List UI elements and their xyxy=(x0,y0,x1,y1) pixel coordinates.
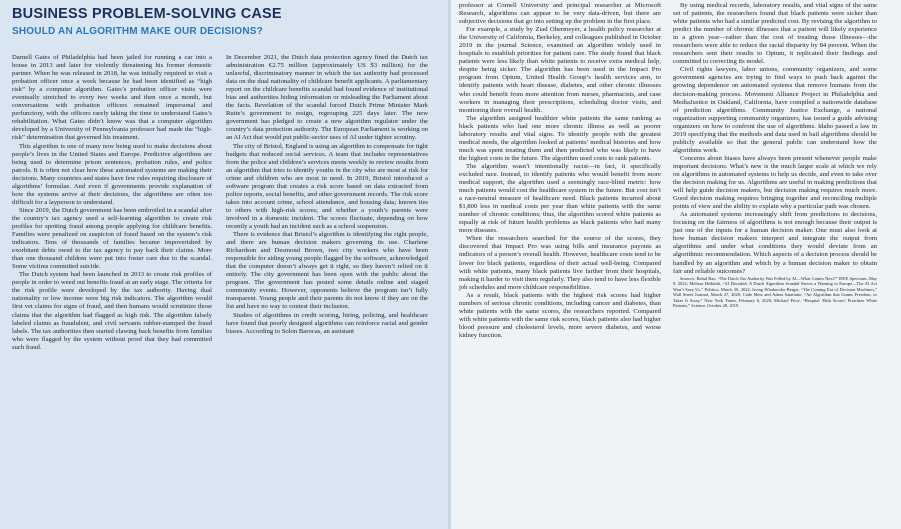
paragraph: professor at Cornell University and principal researcher at Microsoft Research, algorithms can appear to be very data-driven, but there are subjective decisions that go into setting up the problem in the first place. xyxy=(459,2,661,26)
paragraph: As automated systems increasingly shift from predictions to decisions, focusing on the fairness of algorithms is not enough because their output is just one of the inputs for a human decision maker. One must also look at how human decision makers interpret and integrate the output from algorithms and under what conditions they would deviate from an algorithmic recommendation. Which aspects of a decision process should be handled by an algorithm and which by a human decision maker to obtain fair and reliable outcomes? xyxy=(673,211,877,275)
paragraph: Civil rights lawyers, labor unions, community organizers, and some government agencies are trying to find ways to push back against the growing dependence on automated systems that remove humans from the decision-making process. Movement Alliance Project in Philadelphia and MediaJustice in Oakland, California, have compiled a nationwide database of prediction algorithms. Community Justice Exchange, a national organization supporting community organizers, has issued a guide advising organizers on how to confront the use of algorithms. Idaho passed a law in 2019 specifying that the methods and data used in bail algorithms should be publicly available so that the general public can understand how the algorithms work. xyxy=(673,66,877,154)
paragraph: In December 2021, the Dutch data protection agency fined the Dutch tax administration €2.75 million (approximately US $3 million) for the unlawful, discriminatory manner in which the tax authority had processed data on the dual nationality of childcare benefit applicants. A parliamentary report on the childcare benefits scandal had found evidence of institutional bias and authorities hiding information or misleading the Parliament about the facts. Revelation of the scandal forced Dutch Prime Minister Mark Rutte’s government to resign, regrouping 225 days later. The new government has pledged to create a new algorithm regulator under the country’s data protection authority. The European Parliament is working on an AI Act that would put public-sector uses of AI under tighter scrutiny. xyxy=(226,54,428,142)
sources-note xyxy=(673,276,877,309)
text-column-2 xyxy=(226,54,428,336)
paragraph: By using medical records, laboratory results, and vital signs of the same set of patients, the researchers found that black patients were sicker than white patients who had a similar predicted cost. By revising the algorithm to predict the number of chronic illnesses that a patient will likely experience in a given year—rather than the cost of treating those illnesses—the researchers were able to reduce the racial disparity by 84 percent. When the researchers sent their results to Optum, it replicated their findings and committed to correcting its model. xyxy=(673,2,877,66)
paragraph: Since 2019, the Dutch government has been embroiled in a scandal after the country’s tax agency used a self-learning algorithm to create risk profiles for spotting fraud among people applying for childcare benefits. Families were penalized on suspicion of fraud based on the system’s risk indicators. Tens of thousands of families became impoverished by exorbitant debts owed to the tax agency to pay back their claims. More than one thousand children were put into foster care due to the scandal. Some victims committed suicide. xyxy=(12,206,212,271)
paragraph: For example, a study by Ziad Obermeyer, a health policy researcher at the University of California, Berkeley, and colleagues published in October 2019 in the journal Science, examined an algorithm widely used in hospitals to establish priorities for patient care. The study found that black patients were less likely than white patients to receive extra medical help, despite being sicker. The algorithm has been used in the Impact Pro program from Optum, United Health Group’s health services arm, to identify patients with heart disease, diabetes, and other chronic illnesses who could benefit from more attention from nurses, pharmacists, and case workers in managing their prescriptions, scheduling doctor visits, and monitoring their overall health. xyxy=(459,26,661,114)
sources-text: Rahul Rao, “The Dutch Tax Authority Was Felled by AI—What Comes Next?” IEEE Spectrum, May 9, 2022; Melissa Heikkilä, “AI Decoded: A Dutch Algorithm Scandal Serves a Warning to Europe—The AI Act Won’t Save Us,” Politico, March 30, 2022; Irving Wladawsky-Berger, “The Coming Era of Decision Machines,” Wall Street Journal, March 27, 2020; Cade Metz and Adam Satariano, “An Algorithm that Grants Freedom, or Takes It Away,” New York Times, February 6, 2020; Michael Price, “Hospital ‘Risk Scores’ Prioritize White Patients,” Science, October 28, 2019. xyxy=(673,275,877,309)
text-column-1 xyxy=(12,54,212,352)
text-column-3 xyxy=(459,2,661,340)
paragraph: As a result, black patients with the highest risk scores had higher numbers of serious chronic conditions, including cancer and diabetes, than white patients with the same scores, the researchers reported. Compared with white patients with the same risk scores, black patients also had higher blood pressure and cholesterol levels, more severe diabetes, and worse kidney function. xyxy=(459,291,661,339)
paragraph: Studies of algorithms in credit scoring, hiring, policing, and healthcare have found that poorly designed algorithms can reinforce racial and gender biases. According to Solon Barocas, an assistant xyxy=(226,311,428,335)
left-page-panel xyxy=(0,0,448,529)
case-subtitle: SHOULD AN ALGORITHM MAKE OUR DECISIONS? xyxy=(12,26,263,37)
paragraph: When the researchers searched for the source of the scores, they discovered that Impact Pro was using bills and insurance payouts as indicators of a person’s overall health. However, healthcare costs tend to be lower for black patients, regardless of their actual well-being. Compared with white patients, many black patients live farther from their hospitals, making it harder to visit them regularly. They also tend to have less flexible job schedules and more childcare responsibilities. xyxy=(459,235,661,291)
paragraph: The Dutch system had been launched in 2013 to create risk profiles of people in order to weed out benefits fraud at an early stage. The criteria for the risk profile were developed by the tax authority. Having dual nationality or low income were big risk indicators. The algorithm would first vet claims for signs of fraud, and then humans would scrutinize those claims that the algorithm had flagged as high risk. The algorithm falsely labeled claims as fraudulent, and civil servants rubber-stamped the fraud labels. The tax authorities then started clawing back benefits from families who were flagged by the system without proof that they had committed such fraud. xyxy=(12,271,212,351)
right-page-panel xyxy=(451,0,901,529)
paragraph: Concerns about biases have always been present whenever people make important decisions. What’s new is the much larger scale at which we rely on algorithms in automated systems to help us decide, and even to take over the decision making for us. Algorithms are useful in making predictions that will help guide decision makers, but decision making requires much more. Good decision making requires bringing together and reconciling multiple points of view and the ability to explain why a particular path was chosen. xyxy=(673,154,877,211)
sources-label: Sources: xyxy=(680,275,696,281)
paragraph: Darnell Gates of Philadelphia had been jailed for running a car into a house in 2013 and later for violently threatening his former domestic partner. When he was released in 2018, he was initially required to visit a probation officer once a week because he had been identified as “high risk” by a computer algorithm. Gates’s probation officer visits were eventually stretched to every two weeks and then once a month, but conversations with probation officers remained impersonal and perfunctory, with the officers rarely taking the time to understand Gates’s rehabilitation. What Gates didn’t know was that a computer algorithm developed by a University of Pennsylvania professor had made the “high-risk” determination that governed his treatment. xyxy=(12,54,212,142)
paragraph: This algorithm is one of many now being used to make decisions about people’s lives in the United States and Europe. Predictive algorithms are being used to determine prison sentences, probation rules, and police patrols. It is often not clear how these automated systems are making their decisions. Many countries and states have few rules requiring disclosure of algorithms’ formulae. And even if governments provide explanation of how the systems arrive at their decisions, the algorithms are often too difficult for a layperson to understand. xyxy=(12,142,212,206)
paragraph: The city of Bristol, England is using an algorithm to compensate for tight budgets that reduced social services. A team that includes representatives from the police and children’s services meets weekly to review results from an algorithm that tries to identify youths in the city who are most at risk for crime and children who are most in need. In 2019, Bristol introduced a software program that creates a risk score based on data extracted from police reports, social benefits, and other government records. The risk score takes into account crime, school attendance, and housing data; known ties to others with high-risk scores; and whether a youth’s parents were involved in a domestic incident. The scores fluctuate, depending on how recently a youth had an incident such as a school suspension. xyxy=(226,142,428,230)
text-column-4 xyxy=(673,2,877,309)
paragraph: There is evidence that Bristol’s algorithm is identifying the right people, and there are human decision makers governing its use. Charlene Richardson and Desmond Brown, two city workers who have been responsible for aiding young people flagged by the software, acknowledged that the computer doesn’t always get it right, so they haven’t relied on it entirely. The city government has been open with the public about the program. The government has posted some details online and staged community events. However, opponents believe the program isn’t fully transparent. Young people and their parents do not know if they are on the list and have no way to contest their inclusion. xyxy=(226,231,428,311)
paragraph: The algorithm assigned healthier white patients the same ranking as black patients who had one more chronic illness as well as poorer laboratory results and vital signs. To identify people with the greatest medical needs, the algorithm looked at patients’ medical histories and how much was spent treating them and then predicted who was likely to have the highest costs in the future. The algorithm used costs to rank patients. xyxy=(459,114,661,162)
case-title: BUSINESS PROBLEM-SOLVING CASE xyxy=(12,6,282,22)
paragraph: The algorithm wasn’t intentionally racist—in fact, it specifically excluded race. Instead, to identify patients who would benefit from more medical support, the algorithm used a seemingly race-blind metric: how much patients would cost the healthcare system in the future. But cost isn’t a race-neutral measure of healthcare need. Black patients incurred about $1,800 less in medical costs per year than white patients with the same number of chronic conditions; thus, the algorithm scored white patients as equally at risk of future health problems as black patients who had many more diseases. xyxy=(459,162,661,235)
